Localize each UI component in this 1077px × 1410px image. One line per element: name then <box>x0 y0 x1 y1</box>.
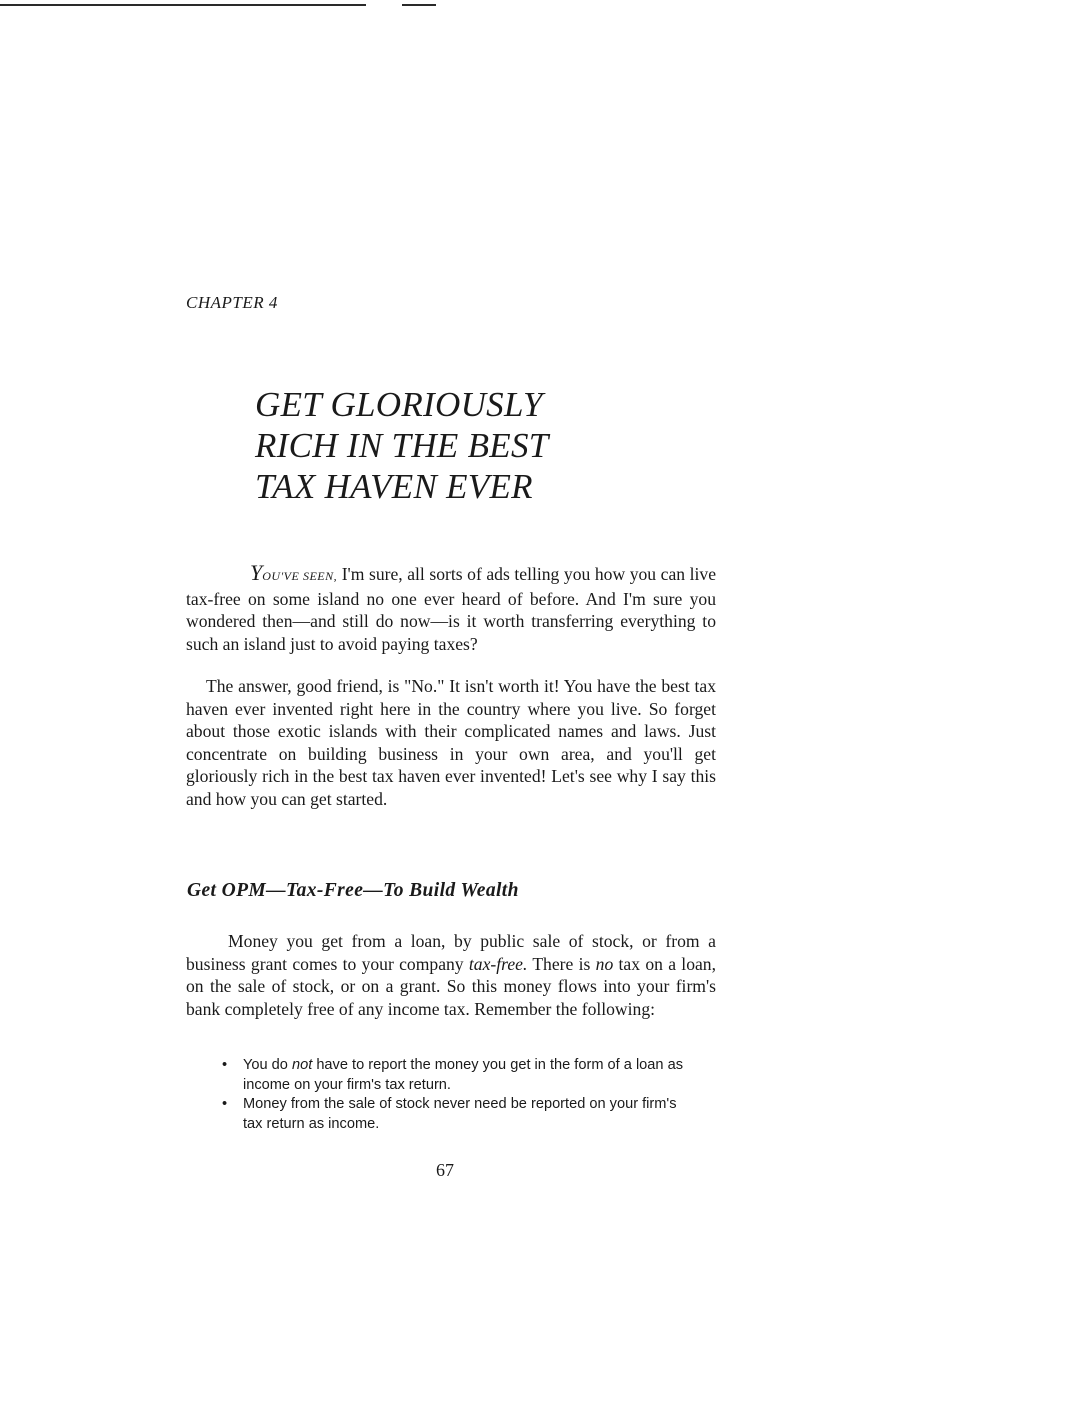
third-paragraph-part-3: tax on a loan, on the sale of stock, or on a grant. So this money flows into your firm's bank completely free of any income tax. Remember the following: <box>186 953 716 1019</box>
chapter-title-line-3: TAX HAVEN EVER <box>255 467 533 506</box>
section-heading: Get OPM—Tax-Free—To Build Wealth <box>187 880 519 901</box>
chapter-title <box>255 384 549 507</box>
third-paragraph <box>186 930 716 1020</box>
chapter-title-line-1: GET GLORIOUSLY <box>255 385 543 424</box>
bullet-text-part-1: Money from the sale of stock never need be reported on your firm's tax return as income. <box>243 1096 677 1132</box>
drop-initial: Y <box>250 560 263 585</box>
bullet-item-stock <box>222 1095 692 1134</box>
bullet-text-part-1: You do <box>243 1057 292 1073</box>
bullet-text-part-2: have to report the money you get in the form of a loan as income on your firm's tax return. <box>243 1057 684 1093</box>
top-rule-gap <box>366 3 402 7</box>
bullet-item-loan <box>222 1056 692 1095</box>
lead-in-small-caps: OU'VE SEEN, <box>262 569 338 583</box>
chapter-title-line-2: RICH IN THE BEST <box>255 426 549 465</box>
opening-paragraph <box>186 562 716 655</box>
third-paragraph-part-1: Money you get from a loan, by public sale of stock, or from a business grant comes to your company <box>186 931 716 974</box>
bullet-marker: • <box>222 1057 228 1073</box>
opening-paragraph-text: I'm sure, all sorts of ads telling you how you can live tax-free on some island no one ever heard of before. And I'm sure you wondered then—and still do now—is it worth transferring everything to such an island just to avoid paying taxes? <box>186 564 716 654</box>
page-number: 67 <box>436 1160 454 1180</box>
bullet-marker: • <box>222 1096 228 1112</box>
tax-free-emphasis: tax-free. <box>468 953 528 974</box>
third-paragraph-part-2: There is <box>527 953 596 974</box>
bullet-list <box>222 1056 692 1134</box>
not-emphasis: not <box>291 1057 313 1073</box>
chapter-label: CHAPTER 4 <box>186 293 278 312</box>
no-emphasis: no <box>595 953 614 974</box>
second-paragraph: The answer, good friend, is "No." It isn't worth it! You have the best tax haven ever invented right here in the country where you live. So forget about those exotic islands with their complicated names and laws. Just concentrate on building business in your own area, and you'll get gloriously rich in the best tax haven ever invented! Let's see why I say this and how you can get started. <box>186 676 716 809</box>
